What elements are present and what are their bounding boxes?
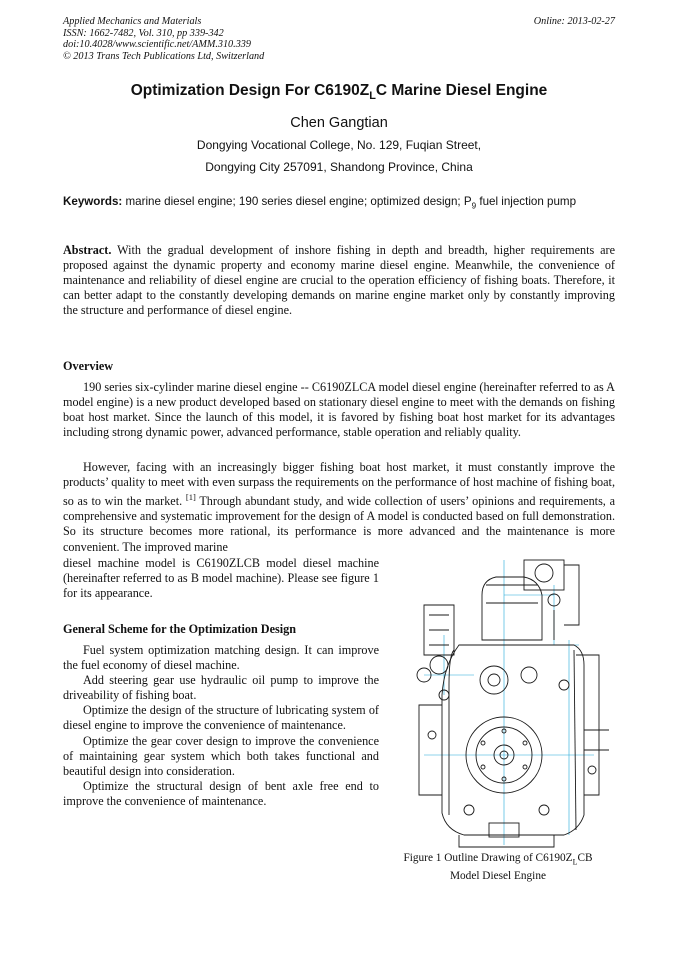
affiliation-line-1: Dongying Vocational College, No. 129, Fuqian Street, xyxy=(196,138,482,152)
engine-outline-drawing xyxy=(404,555,616,850)
keywords-label: Keywords: xyxy=(63,195,123,208)
journal-name: Applied Mechanics and Materials xyxy=(63,16,202,27)
doi: doi:10.4028/www.scientific.net/AMM.310.339 xyxy=(63,39,251,51)
paper-title: Optimization Design For $C6190Z_LC$ Marine Diesel Engine xyxy=(130,82,548,103)
author: Chen Gangtian xyxy=(290,115,388,131)
scheme-list xyxy=(63,643,379,809)
overview-paragraph-2-continued: diesel machine model is C6190ZLCB model diesel machine (hereinafter referred to as B model machine). Please see figure 1 for its appearance. xyxy=(63,556,379,601)
list-item: Optimize the gear cover design to improve the convenience of maintaining gear system which both takes functional and beautiful design into consideration. xyxy=(63,733,379,778)
list-item: Optimize the design of the structure of lubricating system of diesel engine to improve the convenience of maintenance. xyxy=(63,703,379,733)
journal-header xyxy=(63,16,264,62)
affiliation-line-2: Dongying City 257091, Shandong Province, China xyxy=(205,160,473,174)
list-item: Optimize the structural design of bent axle free end to improve the convenience of maintenance. xyxy=(63,778,379,808)
keywords: Keywords: marine diesel engine; 190 series diesel engine; optimized design; $P_9$ fuel injection pump xyxy=(63,195,577,211)
list-item: Add steering gear use hydraulic oil pump to improve the driveability of fishing boat. xyxy=(63,673,379,703)
abstract-label: Abstract. xyxy=(63,243,112,257)
list-item: Fuel system optimization matching design. It can improve the fuel economy of diesel machine. xyxy=(63,643,379,673)
scheme-heading: General Scheme for the Optimization Design xyxy=(63,622,296,636)
copyright: © 2013 Trans Tech Publications Ltd, Switzerland xyxy=(63,50,265,62)
online-date: Online: 2013-02-27 xyxy=(533,16,615,27)
overview-heading: Overview xyxy=(63,359,114,373)
overview-paragraph-1: 190 series six-cylinder marine diesel engine -- C6190ZLCA model diesel engine (hereinafter referred to as A model engine) is a new product developed based on stationary diesel engine to meet with the demands on fishing boat host market. Since the launch of this model, it is favored by fishing boat host market for its advantages including strong dynamic power, advanced performance, stable operation and reliably quality. xyxy=(63,380,615,440)
abstract: Abstract. With the gradual development of inshore fishing in depth and breadth, higher requirements are proposed against the dynamic property and economy marine diesel engine. Meanwhile, the convenience of maintenance and reliability of diesel engine are crucial to the operation efficiency of fishing boats. Therefore, it can better adapt to the constantly developing demands on marine engine market only by constantly improving the structure and performance of diesel engine. xyxy=(63,243,615,318)
overview-paragraph-2: However, facing with an increasingly bigger fishing boat host market, it must constantly improve the products’ quality to meet with even surpass the requirements on the performance of host machine of fishing boat, so as to win the market. [1] Through abundant study, and wide collection of users’ opinions and requirements, a comprehensive and systematic improvement for the design of A model is conducted based on full demonstration. So its structure becomes more rational, its performance is more advanced and the maintenance is more convenient. The improved marine xyxy=(63,460,615,554)
issn: ISSN: 1662-7482, Vol. 310, pp 339-342 xyxy=(63,27,224,39)
figure-caption: Figure 1 Outline Drawing of $C6190Z_LCB$ Model Diesel Engine xyxy=(403,852,593,883)
citation: [1] xyxy=(185,492,196,503)
